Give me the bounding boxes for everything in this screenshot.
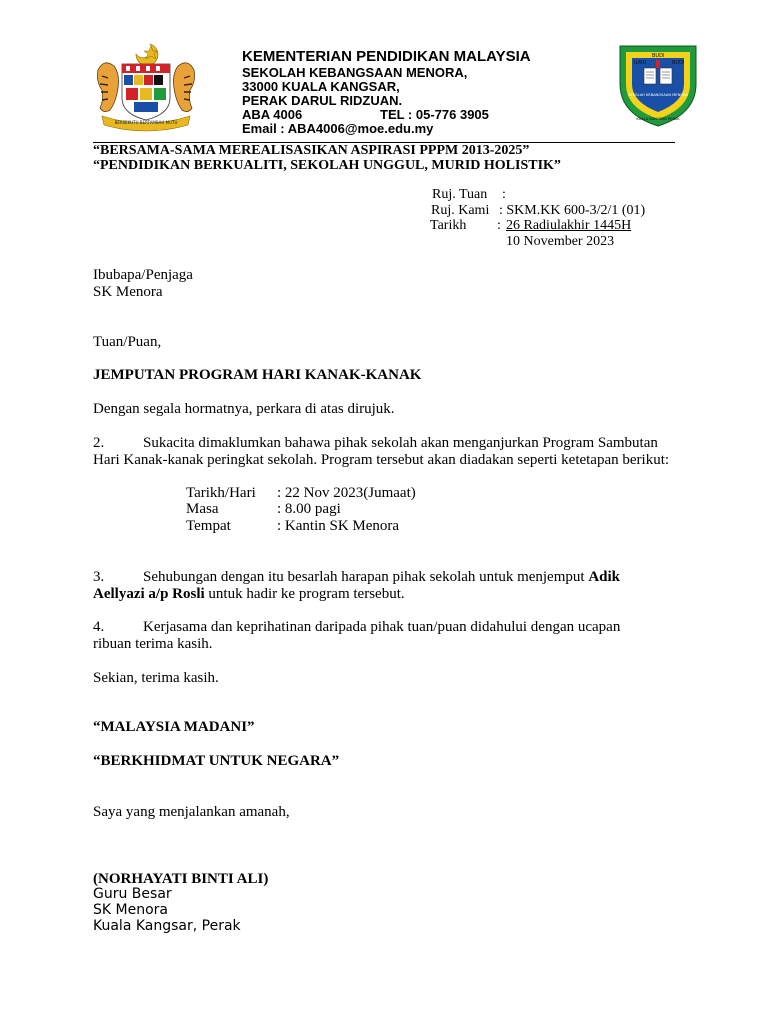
- invitee-name: Adik Aellyazi a/p Rosli: [93, 569, 620, 602]
- badge-band-text: SEKOLAH KEBANGSAAN MENORA: [628, 93, 688, 97]
- paragraph-3: [93, 569, 653, 603]
- slogan-line1: “BERSAMA-SAMA MEREALISASIKAN ASPIRASI PPPM 2013-2025”: [93, 143, 530, 158]
- signatory-title: Guru Besar: [93, 886, 172, 902]
- paragraph-3-text-before: Sehubungan dengan itu besarlah harapan pihak sekolah untuk menjemput: [143, 569, 589, 585]
- tarikh-label: Tarikh: [430, 218, 467, 233]
- paragraph-3-text-after: untuk hadir ke program tersebut.: [204, 586, 405, 602]
- ministry-name: KEMENTERIAN PENDIDIKAN MALAYSIA: [242, 48, 531, 65]
- tarikh-hijri: 26 Radiulakhir 1445H: [506, 218, 632, 233]
- motto-berkhidmat: “BERKHIDMAT UNTUK NEGARA”: [93, 753, 340, 769]
- ruj-tuan-label: Ruj. Tuan: [432, 187, 488, 202]
- malaysia-coat-of-arms-logo: [88, 40, 204, 132]
- school-email: Email : ABA4006@moe.edu.my: [242, 121, 434, 136]
- tarikh-colon: :: [497, 218, 501, 233]
- paragraph-3-number: 3.: [93, 569, 105, 585]
- ruj-tuan-value: :: [502, 187, 506, 202]
- letter-subject: JEMPUTAN PROGRAM HARI KANAK-KANAK: [93, 367, 422, 383]
- detail-venue-label: Tempat: [186, 518, 231, 534]
- crest-motto-text: BERSEKUTU BERTAMBAH MUTU: [114, 120, 178, 125]
- paragraph-4-number: 4.: [93, 619, 105, 635]
- school-code: ABA 4006: [242, 107, 303, 122]
- paragraph-1: Dengan segala hormatnya, perkara di atas dirujuk.: [93, 401, 395, 417]
- slogan-line2: “PENDIDIKAN BERKUALITI, SEKOLAH UNGGUL, MURID HOLISTIK”: [93, 158, 561, 173]
- badge-top-text: ILMU: [634, 60, 647, 66]
- school-address-line1: 33000 KUALA KANGSAR,: [242, 79, 400, 94]
- detail-time-value: : 8.00 pagi: [277, 501, 341, 517]
- paragraph-4-text: Kerjasama dan keprihatinan daripada pihak tuan/puan didahului dengan ucapan ribuan terima kasih.: [93, 619, 621, 652]
- detail-time-label: Masa: [186, 501, 219, 517]
- school-badge-logo: [612, 40, 704, 128]
- badge-bottom-text: KUALA KANGSAR PERAK: [636, 117, 680, 121]
- detail-venue-value: : Kantin SK Menora: [277, 518, 400, 534]
- badge-mid-text: BUDI: [652, 53, 665, 59]
- paragraph-2-number: 2.: [93, 435, 105, 451]
- signatory-name: (NORHAYATI BINTI ALI): [93, 871, 269, 887]
- motto-malaysia-madani: “MALAYSIA MADANI”: [93, 719, 255, 735]
- signatory-location: Kuala Kangsar, Perak: [93, 918, 241, 934]
- badge-right-text: BUDI: [672, 60, 685, 66]
- detail-date-label: Tarikh/Hari: [186, 485, 256, 501]
- ruj-kami-value: : SKM.KK 600-3/2/1 (01): [499, 203, 646, 218]
- school-telephone: TEL : 05-776 3905: [380, 107, 489, 122]
- recipient-line2: SK Menora: [93, 284, 163, 300]
- salutation: Tuan/Puan,: [93, 334, 162, 350]
- amanah-line: Saya yang menjalankan amanah,: [93, 804, 290, 820]
- tarikh-masihi: 10 November 2023: [506, 234, 615, 249]
- paragraph-2-text: Sukacita dimaklumkan bahawa pihak sekolah akan menganjurkan Program Sambutan Hari Kanak-kanak peringkat sekolah. Program tersebut akan diadakan seperti ketetapan berikut:: [93, 435, 670, 468]
- school-address-line2: PERAK DARUL RIDZUAN.: [242, 93, 403, 108]
- paragraph-2: [93, 435, 683, 469]
- paragraph-4: [93, 619, 653, 653]
- recipient-line1: Ibubapa/Penjaga: [93, 267, 193, 283]
- ruj-kami-label: Ruj. Kami: [431, 203, 490, 218]
- detail-date-value: : 22 Nov 2023(Jumaat): [277, 485, 416, 501]
- closing-line: Sekian, terima kasih.: [93, 670, 219, 686]
- signatory-organization: SK Menora: [93, 902, 168, 918]
- school-name: SEKOLAH KEBANGSAAN MENORA,: [242, 65, 468, 80]
